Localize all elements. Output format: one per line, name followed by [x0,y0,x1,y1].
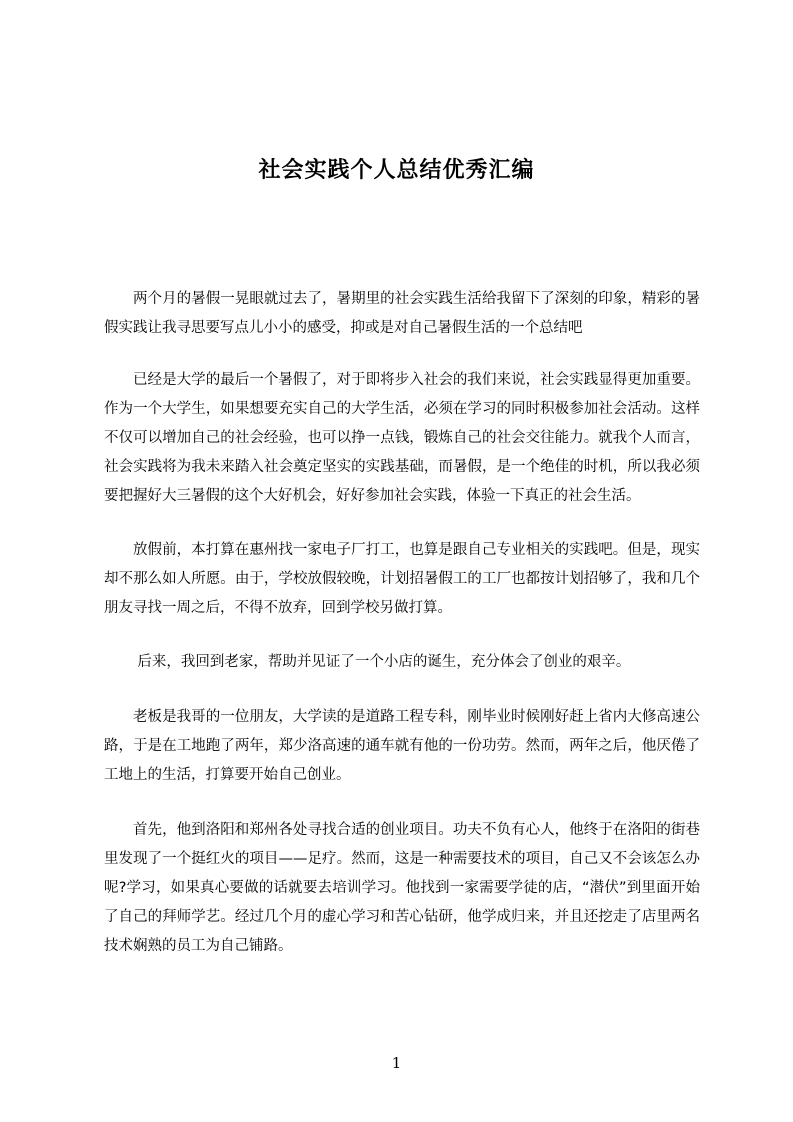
paragraph-last-summer: 已经是大学的最后一个暑假了，对于即将步入社会的我们来说，社会实践显得更加重要。作为一个大学生，如果想要充实自己的大学生活，必须在学习的同时积极参加社会活动。这样不仅可以增加自己的社会经验，也可以挣一点钱，锻炼自己的社会交往能力。就我个人而言，社会实践将为我未来踏入社会奠定坚实的实践基础，而暑假，是一个绝佳的时机，所以我必须要把握好大三暑假的这个大好机会，好好参加社会实践，体验一下真正的社会生活。 [104,372,700,504]
paragraph-boss: 老板是我哥的一位朋友，大学读的是道路工程专科，刚毕业时候刚好赶上省内大修高速公路，于是在工地跑了两年，郑少洛高速的通车就有他的一份功劳。然而，两年之后，他厌倦了工地上的生活，打算要开始自己创业。 [104,709,700,783]
paragraph-before-holiday: 放假前，本打算在惠州找一家电子厂打工，也算是跟自己专业相关的实践吧。但是，现实却不那么如人所愿。由于，学校放假较晚，计划招暑假工的工厂也都按计划招够了，我和几个朋友寻找一周之后，不得不放弃，回到学校另做打算。 [104,542,700,616]
page-title: 社会实践个人总结优秀汇编 [258,157,535,183]
paragraph-back-home: 后来，我回到老家，帮助并见证了一个小店的诞生，充分体会了创业的艰辛。 [137,654,631,670]
paragraph-intro: 两个月的暑假一晃眼就过去了，暑期里的社会实践生活给我留下了深刻的印象，精彩的暑假实践让我寻思要写点儿小小的感受，抑或是对自己暑假生活的一个总结吧 [104,291,700,336]
paragraph-first-step: 首先，他到洛阳和郑州各处寻找合适的创业项目。功夫不负有心人，他终于在洛阳的街巷里发现了一个挺红火的项目——足疗。然而，这是一种需要技术的项目，自己又不会该怎么办呢?学习，如果真心要做的话就要去培训学习。他找到一家需要学徒的店，“潜伏”到里面开始了自己的拜师学艺。经过几个月的虚心学习和苦心钻研，他学成归来，并且还挖走了店里两名技术娴熟的员工为自己铺路。 [104,822,700,954]
document-body [104,285,700,989]
page-number: 1 [391,1054,402,1072]
